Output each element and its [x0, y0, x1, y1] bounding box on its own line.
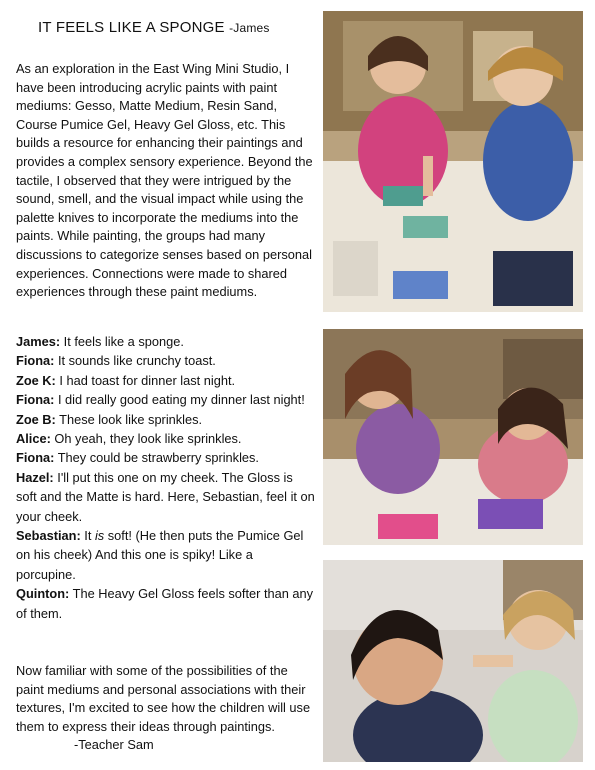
photo-children-painting-floor: [323, 11, 583, 312]
intro-paragraph: [16, 60, 316, 302]
quote-text: They could be strawberry sprinkles.: [54, 450, 259, 466]
page-title: [38, 19, 270, 36]
speaker-name: Sebastian:: [16, 528, 81, 544]
speaker-name: Fiona:: [16, 450, 55, 466]
speaker-name: James:: [16, 334, 61, 349]
speaker-name: Zoe K:: [16, 372, 56, 388]
dialog-line: [16, 390, 316, 409]
speaker-name: Quinton:: [16, 586, 70, 602]
dialog-line: [16, 429, 316, 448]
emphasis-text: is: [94, 528, 105, 544]
title-quote: IT FEELS LIKE A SPONGE: [38, 19, 225, 36]
quote-text-continued: soft! (He then puts the Pumice Gel on his cheek) And this one is spiky! Like a porcupine.: [16, 528, 304, 582]
dialog-line: [16, 584, 316, 623]
speaker-name: Fiona:: [16, 392, 55, 408]
closing-paragraph: [16, 662, 316, 755]
dialog-line: [16, 448, 316, 467]
speaker-name: Alice:: [16, 431, 51, 447]
quote-text: It: [80, 528, 95, 544]
dialog-line: [16, 351, 316, 370]
speaker-name: Fiona:: [16, 353, 55, 369]
closing-text: Now familiar with some of the possibilities of the paint mediums and personal associations with their textures, I'm excited to see how the children will use them to express their ideas through paintings.: [16, 663, 311, 734]
quote-text: It feels like a sponge.: [60, 334, 184, 349]
quote-text: It sounds like crunchy toast.: [54, 353, 216, 369]
quote-text: I'll put this one on my cheek. The Gloss is soft and the Matte is hard. Here, Sebastian, feel it on your cheek.: [16, 469, 315, 524]
intro-text: As an exploration in the East Wing Mini Studio, I have been introducing acrylic paints with paint mediums: Gesso, Matte Medium, Resin Sand, Course Pumice Gel, Heavy Gel Gloss, etc. This builds a resource for enhancing their paintings and provides a complex sensory experience. Beyond the tactile, I observed that they were intrigued by the sound, smell, and the visual impact while using the palette knives to incorporate the mediums into the paints. While painting, the groups had many discussions to categorize senses based on personal experiences. Connections were made to shared experiences through these paint mediums.: [16, 61, 313, 300]
dialog-line: [16, 468, 316, 526]
dialog-line: [16, 371, 316, 390]
dialog-line: [16, 410, 316, 429]
quote-text: Oh yeah, they look like sprinkles.: [50, 431, 242, 447]
quote-text: I did really good eating my dinner last night!: [54, 392, 305, 408]
quote-text: These look like sprinkles.: [55, 411, 203, 427]
dialog-line: [16, 332, 316, 351]
quote-text: I had toast for dinner last night.: [55, 372, 236, 388]
dialog-line: [16, 526, 316, 584]
photo-children-feeling-paint: [323, 560, 583, 762]
title-attribution: -James: [229, 21, 270, 35]
teacher-signature: -Teacher Sam: [74, 737, 154, 753]
speaker-name: Hazel:: [16, 469, 54, 485]
photo-girls-with-paint-samples: [323, 329, 583, 545]
quote-text: The Heavy Gel Gloss feels softer than any of them.: [16, 586, 314, 621]
speaker-name: Zoe B:: [16, 411, 56, 427]
dialog-list: [16, 332, 316, 623]
